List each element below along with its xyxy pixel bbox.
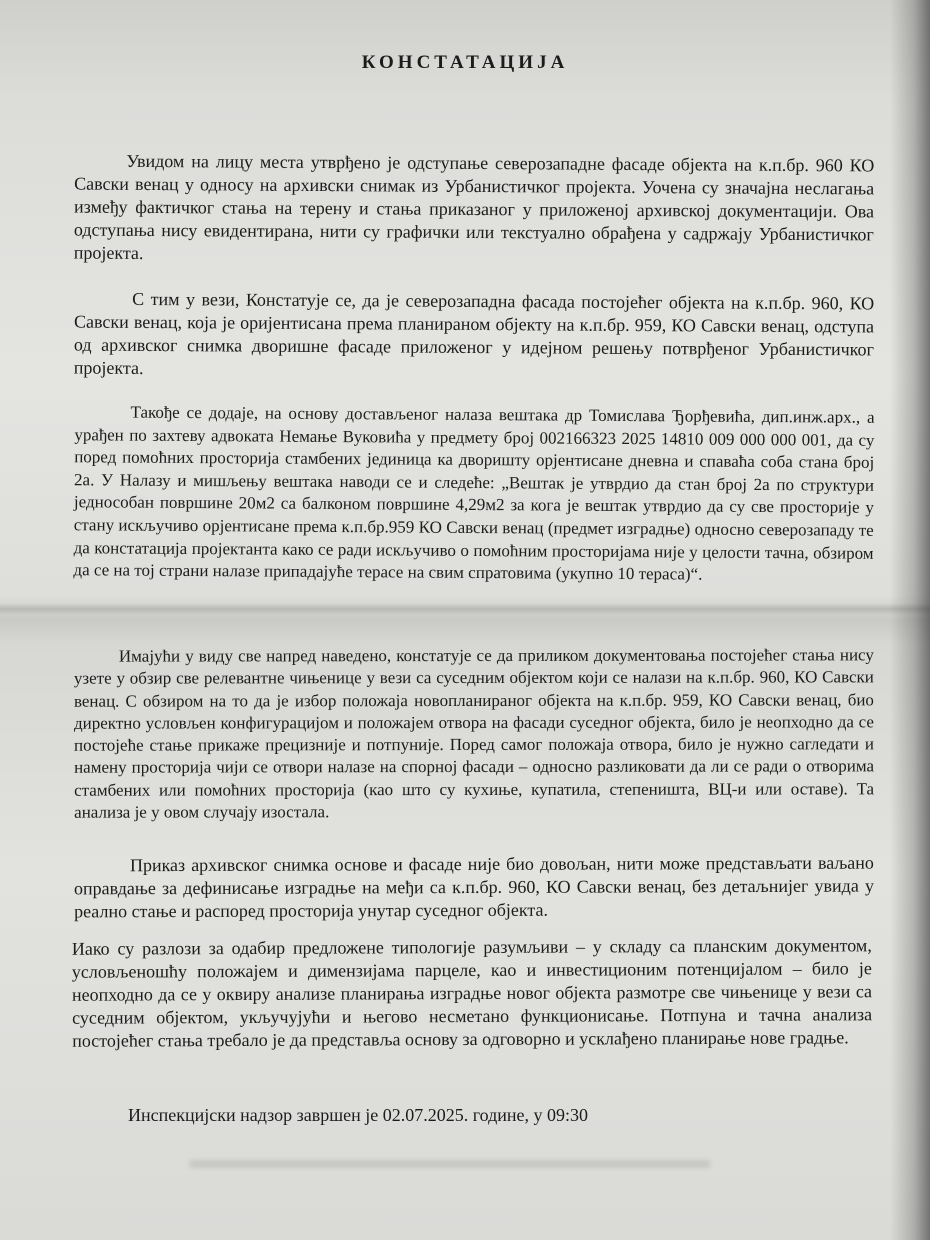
closing-line: Инспекцијски надзор завршен је 02.07.2025. године, у 09:30 xyxy=(128,1105,589,1125)
paragraph-2: С тим у вези, Констатује се, да је северозападна фасада постојећег објекта на к.п.бр. 960, КО Савски венац, која је оријентисана према планираном објекту на к.п.бр. 959, КО Савски венац, одступа од архивског снимка дворишне фасаде приложеног у идејном решењу потврђеног Урбанистичког пројекта. xyxy=(73,288,875,378)
paragraph-5: Приказ архивског снимка основе и фасаде није био довољан, нити може представљати ваљано оправдање за дефинисање изградње на међи са к.п.бр. 960, КО Савски венац, без детаљнијег увида у реално стање и распоред просторија унутар суседног објекта. xyxy=(73,852,875,922)
paragraph-3: Такође се додаје, на основу достављеног налаза вештака др Томислава Ђорђевића, дип.инж.арх., а урађен по захтеву адвоката Немање Вуковића у предмету број 002166323 2025 14810 009 000 000 001, да су поред помоћних просторија стамбених јединица ка дворишту орјентисане дневна и спаваћа соба стана број 2а. У Налазу и мишљењу вештака наводи се и следеће: „Вештак је утврдио да стан број 2а по структури једнособан површине 20м2 са балконом површине 4,29м2 за кога је вештак утврдио да су све просторије у стану искључиво орјентисане према к.п.бр.959 КО Савски венац (предмет изградње) односно северозападу те да констатација пројектанта како се ради искључиво о помоћним просторијама није у целости тачна, обзиром да се на тој страни налазе припадајуће терасе на свим спратовима (укупно 10 тераса)“. xyxy=(73,402,875,584)
paragraph-6: Иако су разлози за одабир предложене типологије разумљиви – у складу са планским документом, условљеношћу положајем и димензијама парцеле, као и инвестиционим потенцијалом – било је неопходно да се у оквиру анализе планирања изградње новог објекта размотре све чињенице у вези са суседним објектом, укључујући и његово несметано функционисање. Потпуна и тачна анализа постојећег стања требало је да представља основу за одговорно и усклађено планирање нове градње. xyxy=(71,935,873,1051)
paragraph-1: Увидом на лицу места утврђено је одступање северозападне фасаде објекта на к.п.бр. 960 КО Савски венац у односу на архивски снимак из Урбанистичког пројекта. Уочена су значајна неслагања између фактичког стања на терену и стања приказаног у приложеној архивској документацији. Ова одступања нису евидентирана, нити су графички или текстуално обрађена у садржају Урбанистичког пројекта. xyxy=(73,150,875,263)
page-edge-shadow xyxy=(890,0,930,1240)
paragraph-4: Имајући у виду све напред наведено, констатује се да приликом документовања постојећег стања нису узете у обзир све релевантне чињенице у вези са суседним објектом који се налази на к.п.бр. 960, КО Савски венац. С обзиром на то да је избор положаја новопланираног објекта на к.п.бр. 959, КО Савски венац, био директно условљен конфигурацијом и положајем отвора на фасади суседног објекта, било је неопходно да се постојеће стање прикаже прецизније и потпуније. Поред самог положаја отвора, било је нужно сагледати и намену просторија чији се отвори налазе на спорној фасади – односно разликовати да ли се ради о отворима стамбених или помоћних просторија (као што су кухиње, купатила, степеништа, ВЦ-и или оставе). Та анализа је у овом случају изостала. xyxy=(73,645,875,822)
document-title: КОНСТАТАЦИЈА xyxy=(361,52,569,73)
